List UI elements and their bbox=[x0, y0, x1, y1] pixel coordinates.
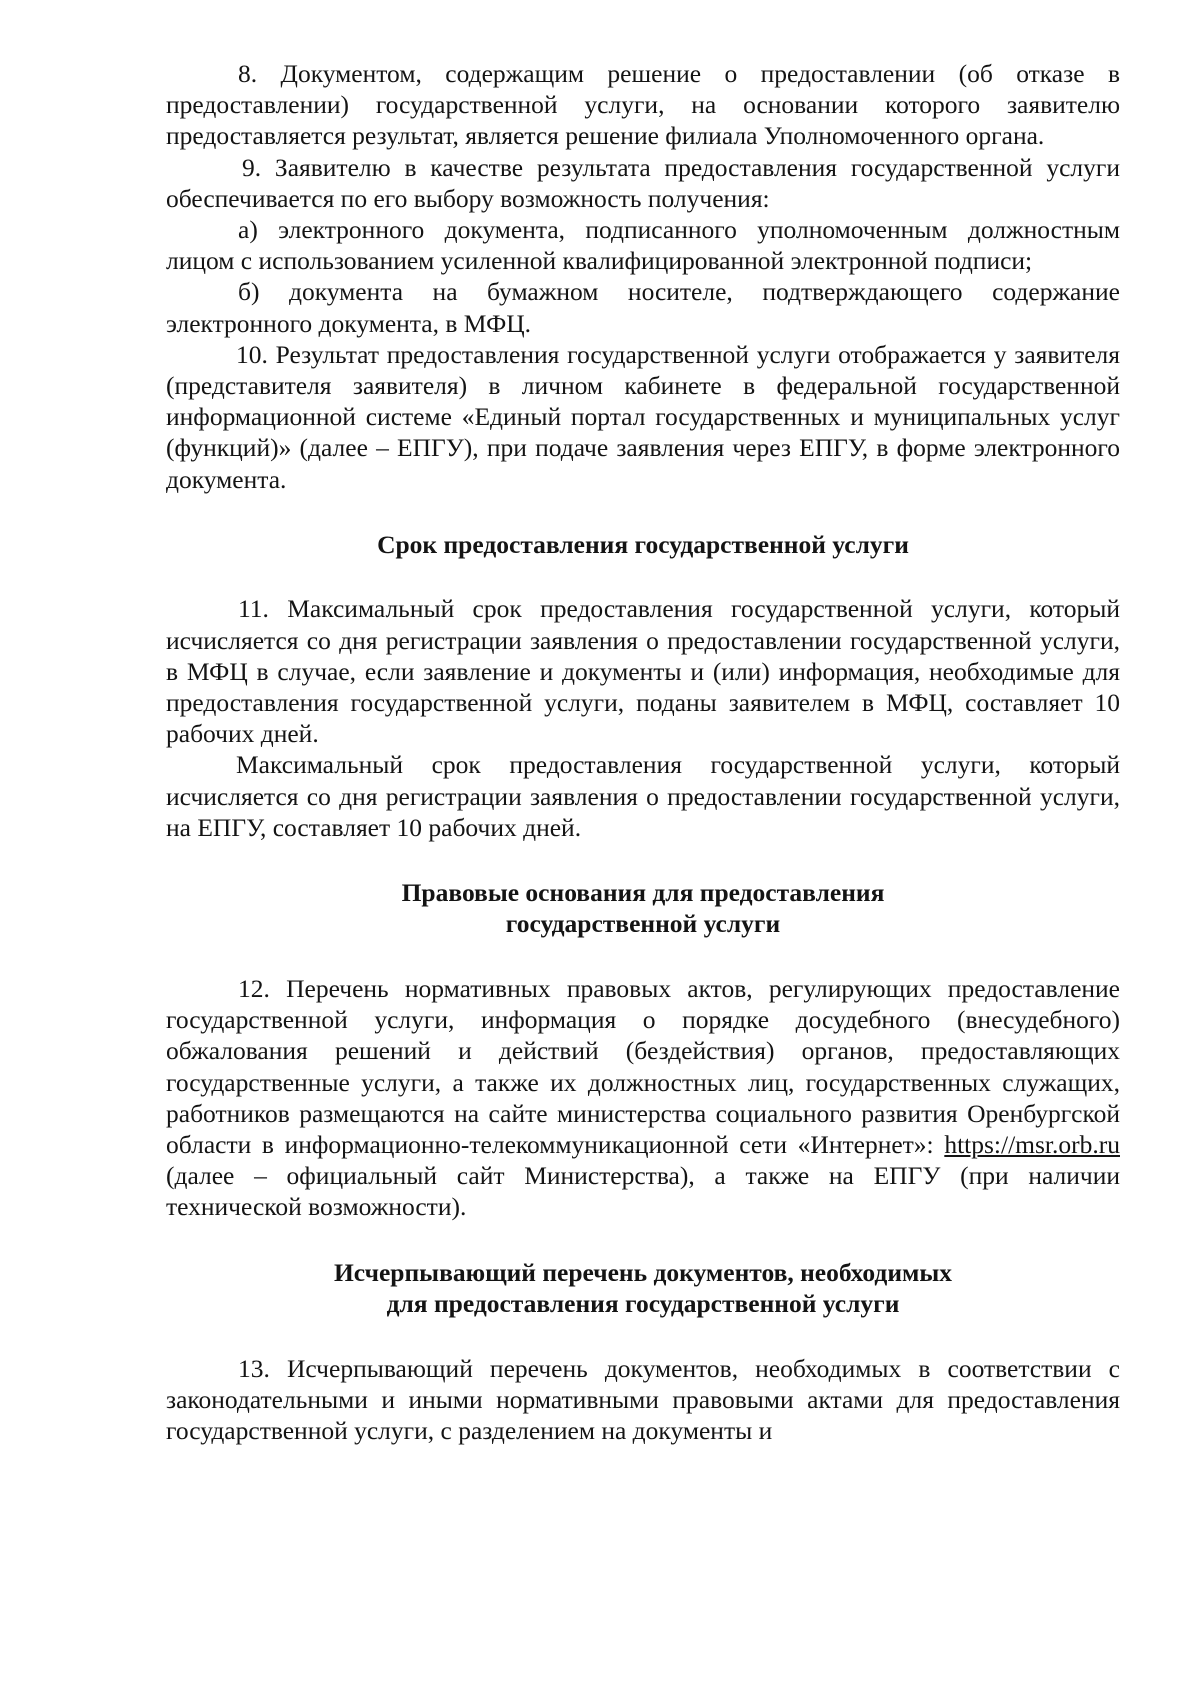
heading-term-line: Срок предоставления государственной услуги bbox=[377, 529, 909, 559]
ministry-site-link[interactable]: https://msr.orb.ru bbox=[944, 1129, 1120, 1159]
paragraph-9: 9. Заявителю в качестве результата предоставления государственной услуги обеспечивается по его выбору возможность получения: bbox=[166, 152, 1120, 213]
heading-docs-line-2: для предоставления государственной услуги bbox=[386, 1289, 900, 1319]
paragraph-11b: Максимальный срок предоставления государственной услуги, который исчисляется со дня регистрации заявления о предоставлении государственной услуги, на ЕПГУ, составляет 10 рабочих дней. bbox=[166, 750, 1120, 842]
heading-term bbox=[166, 529, 1120, 561]
heading-docs-line-1: Исчерпывающий перечень документов, необходимых bbox=[333, 1257, 953, 1287]
paragraph-12-start: 12. Перечень нормативных правовых актов, регулирующих предоставление государственной услуги, информация о порядке досудебного (внесудебного) обжалования решений и действий (бездействия) органов, предоставляющих государственные услуги, а также их должностных лиц, государственных служащих, работников размещаются на сайте министерства социального развития Оренбургской области в информационно-телекоммуникационной сети «Интернет»: bbox=[166, 973, 1120, 1159]
paragraph-9b: б) документа на бумажном носителе, подтверждающего содержание электронного документа, в МФЦ. bbox=[166, 277, 1120, 338]
document-page bbox=[166, 58, 1120, 1446]
paragraph-11: 11. Максимальный срок предоставления государственной услуги, который исчисляется со дня регистрации заявления о предоставлении государственной услуги, в МФЦ в случае, если заявление и документы и (или) информация, необходимые для предоставления государственной услуги, поданы заявителем в МФЦ, составляет 10 рабочих дней. bbox=[166, 594, 1120, 749]
paragraph-9a: а) электронного документа, подписанного уполномоченным должностным лицом с использованием усиленной квалифицированной электронной подписи; bbox=[166, 215, 1120, 276]
heading-legal-line-2: государственной услуги bbox=[505, 909, 781, 939]
paragraph-12 bbox=[166, 973, 1120, 1223]
paragraph-8: 8. Документом, содержащим решение о предоставлении (об отказе в предоставлении) государственной услуги, на основании которого заявителю предоставляется результат, является решение филиала Уполномоченного органа. bbox=[166, 59, 1120, 151]
paragraph-13: 13. Исчерпывающий перечень документов, необходимых в соответствии с законодательными и иными нормативными правовыми актами для предоставления государственной услуги, с разделением на документы и bbox=[166, 1353, 1120, 1445]
heading-docs bbox=[166, 1257, 1120, 1320]
heading-legal-line-1: Правовые основания для предоставления bbox=[401, 877, 885, 907]
paragraph-10: 10. Результат предоставления государственной услуги отображается у заявителя (представителя заявителя) в личном кабинете в федеральной государственной информационной системе «Единый портал государственных и муниципальных услуг (функций)» (далее – ЕПГУ), при подаче заявления через ЕПГУ, в форме электронного документа. bbox=[166, 339, 1120, 494]
paragraph-12-end: (далее – официальный сайт Министерства), а также на ЕПГУ (при наличии технической возможности). bbox=[166, 1161, 1120, 1222]
heading-legal bbox=[166, 877, 1120, 940]
